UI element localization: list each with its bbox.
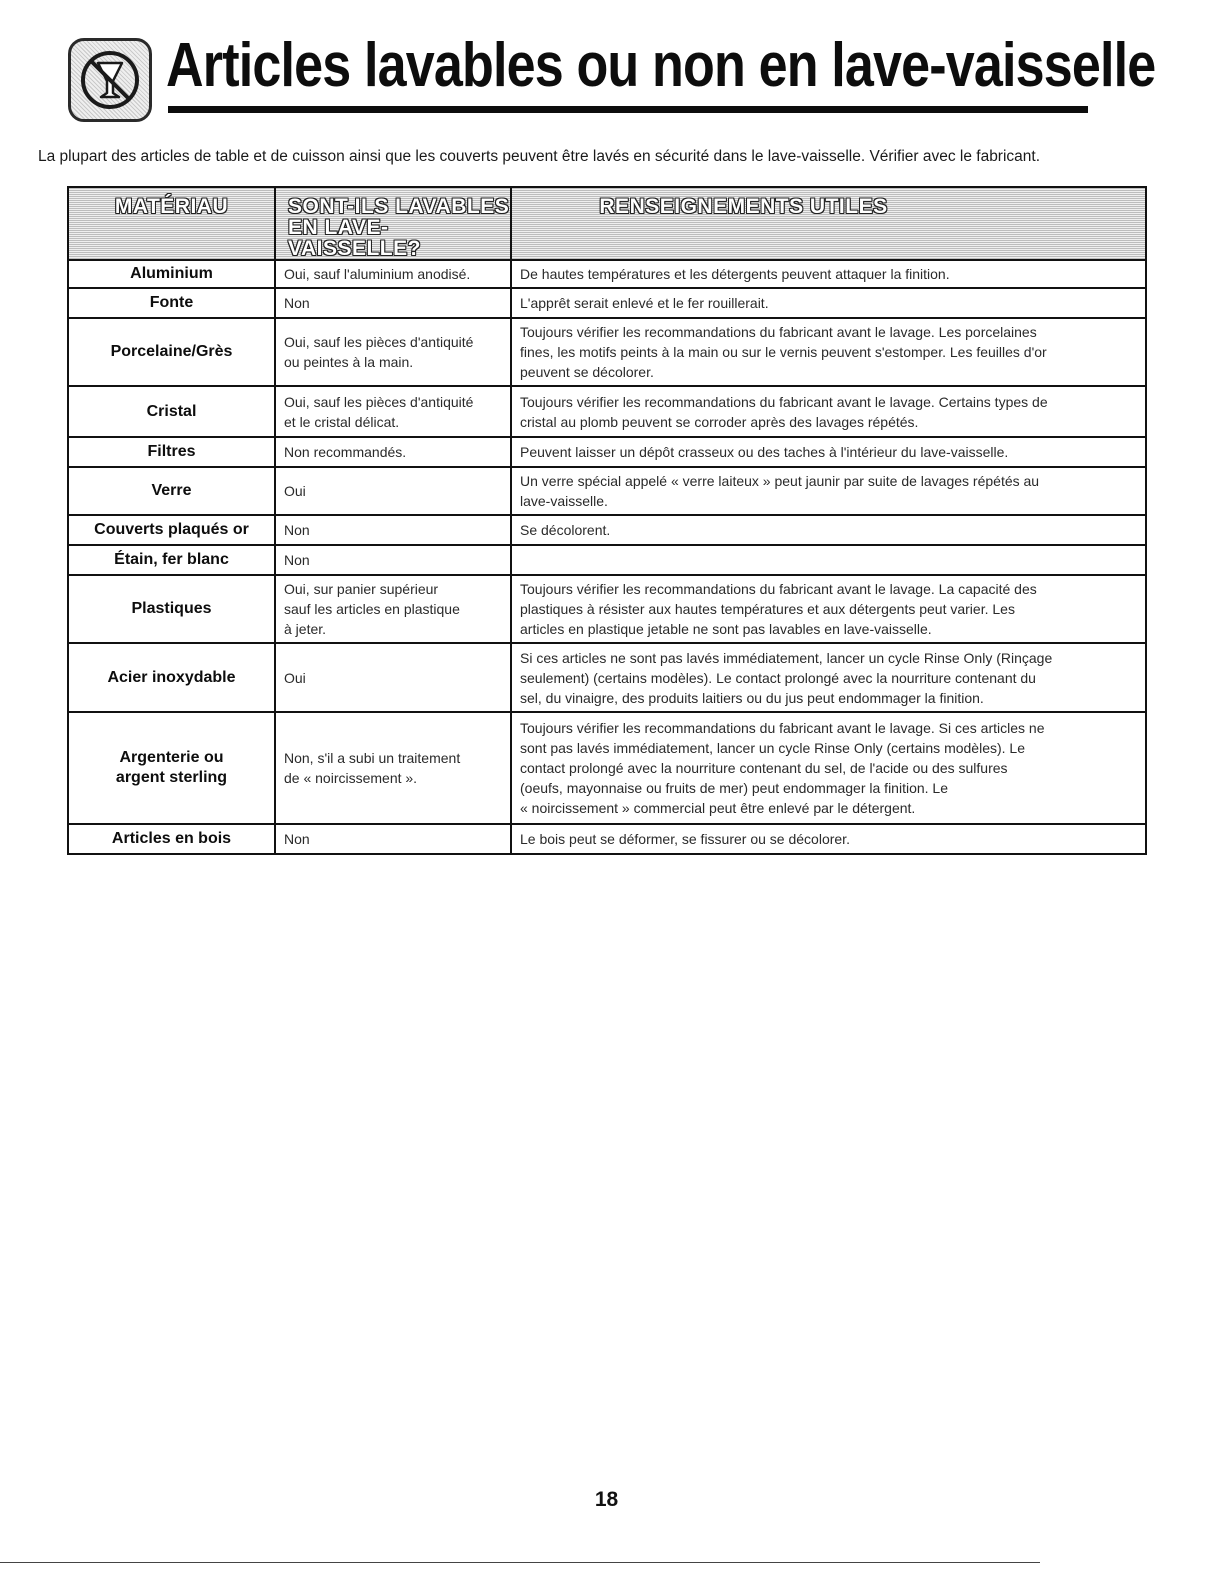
washable-cell-line: Non recommandés. [284,444,407,460]
washable-cell-line: Non [284,552,310,568]
washable-cell [275,545,511,575]
washable-cell [275,437,511,467]
info-cell-line: Le bois peut se déformer, se fissurer ou se décolorer. [520,831,850,847]
info-cell-line: Si ces articles ne sont pas lavés immédiatement, lancer un cycle Rinse Only (Rinçage [520,649,1053,666]
material-cell-line: Acier inoxydable [107,668,236,686]
material-cell [68,386,275,437]
washable-cell-line: à jeter. [284,621,327,637]
dishwasher-items-table [67,186,1147,855]
info-cell [511,575,1146,643]
info-cell [511,467,1146,515]
info-cell [511,437,1146,467]
material-cell [68,437,275,467]
info-cell [511,386,1146,437]
info-cell-line: (oeufs, mayonnaise ou fruits de mer) peut endommager la finition. Le [520,780,949,796]
washable-cell-line: et le cristal délicat. [284,413,400,430]
material-cell [68,288,275,318]
table-row [68,545,1146,575]
material-cell [68,712,275,824]
table-row [68,318,1146,386]
washable-cell [275,712,511,824]
info-cell-line: De hautes températures et les détergents peuvent attaquer la finition. [520,266,950,282]
material-cell-line: Verre [151,482,192,499]
table-row [68,437,1146,467]
info-cell-line: L'apprêt serait enlevé et le fer rouillerait. [520,295,769,311]
material-cell [68,318,275,386]
info-cell [511,712,1146,824]
page-number: 18 [594,1488,619,1511]
material-cell-line: Couverts plaqués or [94,521,249,538]
info-cell [511,545,1146,575]
washable-cell-line: ou peintes à la main. [284,354,414,370]
info-cell-line: Toujours vérifier les recommandations du fabricant avant le lavage. Les porcelaines [520,324,1037,340]
table-row [68,288,1146,318]
info-cell-line: plastiques à résister aux hautes températures et aux détergents peut varier. Les [520,601,1015,617]
info-cell [511,824,1146,854]
info-cell-line: « noircissement » commercial peut être enlevé par le détergent. [520,800,916,816]
washable-cell [275,575,511,643]
material-cell-line: Filtres [147,443,196,460]
washable-cell [275,260,511,288]
table-header-row [68,187,1146,260]
info-cell-line: contact prolongé avec la nourriture contenant du sel, de l'acide ou des sulfures [520,760,1008,776]
material-cell-line: Argenterie ou [119,749,224,766]
material-cell-line: Articles en bois [111,830,232,847]
material-cell-line: Aluminium [130,265,213,282]
material-cell [68,824,275,854]
page-title: Articles lavables ou non en lave-vaisselle [166,31,1156,100]
washable-cell-line: Non [284,831,310,847]
washable-cell-line: Non [284,295,310,311]
washable-cell-line: Non, s'il a subi un traitement [284,750,461,766]
info-cell-line: Un verre spécial appelé « verre laiteux » peut jaunir par suite de lavages répétés au [520,473,1040,489]
washable-cell-line: Oui [284,483,306,499]
washable-cell-line: Oui, sauf les pièces d'antiquité [284,334,474,350]
info-cell-line: Peuvent laisser un dépôt crasseux ou des taches à l'intérieur du lave-vaisselle. [520,444,1009,460]
info-cell-line: lave-vaisselle. [520,493,608,509]
prohibited-glass-icon [79,49,141,111]
info-cell-line: Se décolorent. [520,522,611,538]
washable-cell-line: Oui, sauf les pièces d'antiquité [284,393,474,410]
title-underline [168,106,1088,113]
info-cell [511,643,1146,712]
header-washable-line1: SONT-ILS LAVABLES [288,195,510,218]
info-cell-line: Toujours vérifier les recommandations du fabricant avant le lavage. Certains types de [520,393,1048,410]
table-row [68,386,1146,437]
material-cell [68,260,275,288]
material-cell-line: Plastiques [131,600,212,617]
material-cell [68,545,275,575]
material-cell [68,467,275,515]
material-cell [68,643,275,712]
washable-cell [275,288,511,318]
no-glassware-dishwasher-icon [68,38,152,122]
washable-cell-line: Oui, sauf l'aluminium anodisé. [284,266,471,282]
washable-cell [275,467,511,515]
table-body [68,260,1146,854]
material-cell-line: Fonte [149,294,194,311]
washable-cell [275,318,511,386]
washable-cell [275,386,511,437]
material-cell [68,515,275,545]
info-cell [511,318,1146,386]
washable-cell-line: sauf les articles en plastique [284,601,460,617]
info-cell-line: cristal au plomb peuvent se corroder après des lavages répétés. [520,413,919,430]
info-cell-line: fines, les motifs peints à la main ou sur le vernis peuvent s'estomper. Les feuilles d'or [520,344,1047,360]
material-cell [68,575,275,643]
header-info: RENSEIGNEMENTS UTILES [511,187,1146,260]
footer-rule [0,1562,1040,1563]
washable-cell [275,643,511,712]
table-row [68,515,1146,545]
info-cell [511,515,1146,545]
table-row [68,575,1146,643]
table-row [68,824,1146,854]
material-cell-line: Porcelaine/Grès [110,343,233,360]
material-cell-line: Cristal [146,402,197,420]
info-cell [511,260,1146,288]
washable-cell-line: Oui [284,669,306,686]
washable-cell [275,824,511,854]
info-cell-line: articles en plastique jetable ne sont pas lavables en lave-vaisselle. [520,621,932,637]
washable-cell [275,515,511,545]
material-cell-line: argent sterling [115,769,228,786]
info-cell-line: seulement) (certains modèles). Le contact prolongé avec la nourriture contenant du [520,669,1036,686]
info-cell [511,288,1146,318]
info-cell-line: sont pas lavés immédiatement, lancer un cycle Rinse Only (certains modèles). Le [520,740,1025,756]
material-cell-line: Étain, fer blanc [114,551,229,568]
info-cell-line: sel, du vinaigre, des produits laitiers ou du jus peut endommager la finition. [520,689,984,706]
intro-text: La plupart des articles de table et de cuisson ainsi que les couverts peuvent être lavés en sécurité dans le lave-vaisselle. Vérifier avec le fabricant. [38,148,1041,165]
washable-cell-line: Oui, sur panier supérieur [284,581,439,597]
washable-cell-line: de « noircissement ». [284,770,418,786]
header-material: MATÉRIAU [68,187,275,260]
table-row [68,467,1146,515]
info-cell-line: Toujours vérifier les recommandations du fabricant avant le lavage. Si ces articles ne [520,720,1045,736]
header-washable-line2: EN LAVE-VAISSELLE? [288,216,421,260]
table-row [68,260,1146,288]
header-washable [275,187,511,260]
info-cell-line: peuvent se décolorer. [520,364,654,380]
table-row [68,712,1146,824]
info-cell-line: Toujours vérifier les recommandations du fabricant avant le lavage. La capacité des [520,581,1037,597]
table-row [68,643,1146,712]
washable-cell-line: Non [284,522,310,538]
